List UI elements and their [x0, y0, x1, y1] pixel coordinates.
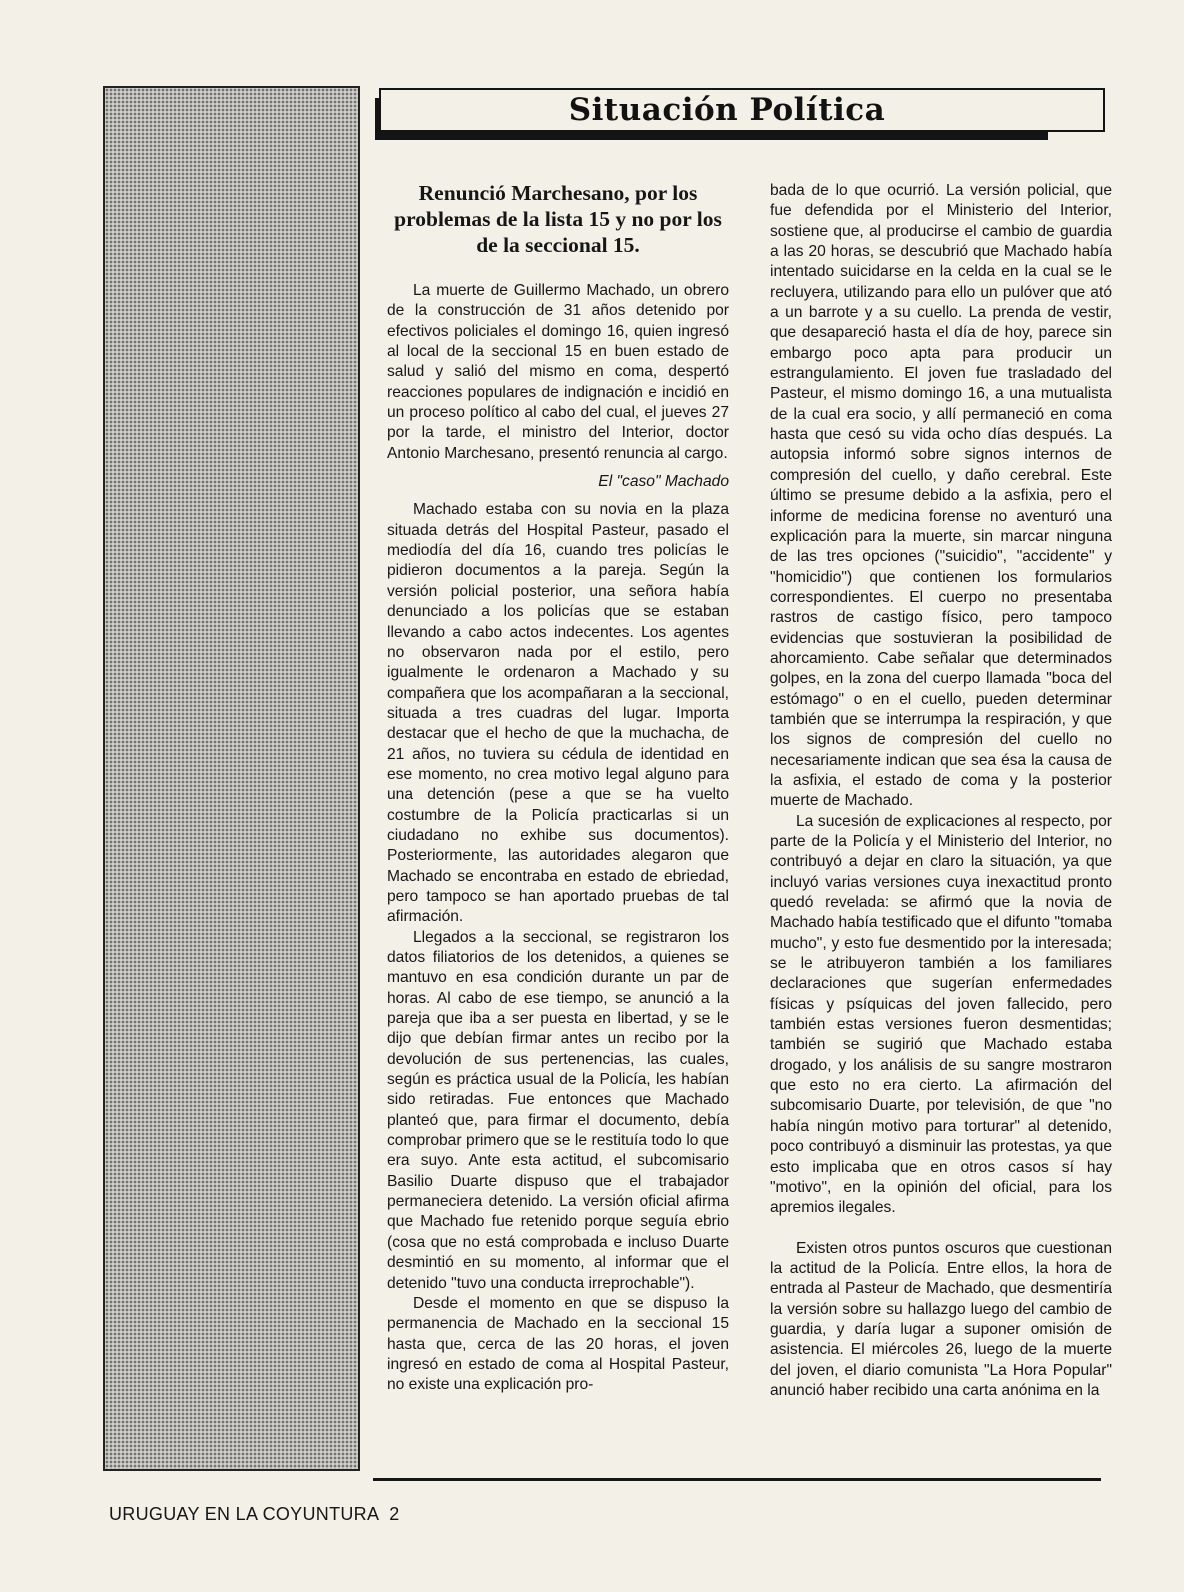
halftone-photo-panel	[103, 86, 360, 1471]
body-paragraph: bada de lo que ocurrió. La versión policial, que fue defendida por el Ministerio del Interior, sostiene que, al producirse el cambio de guardia a las 20 horas, se descubrió que Machado había intentado suicidarse en la celda en la cual se le recluyera, utilizando para ello un pulóver que ató a un barrote y a su cuello. La prenda de vestir, que desapareció hasta el día de hoy, parece sin embargo poco apta para producir un estrangulamiento. El joven fue trasladado del Pasteur, el mismo domingo 16, a una mutualista de la cual era socio, y allí permaneció en coma hasta que cesó su vida ocho días después. La autopsia informó sobre signos internos de compresión del cuello, y daño cerebral. Este último se presume debido a la asfixia, pero el informe de medicina forense no aventuró una explicación para la muerte, sin marcar ninguna de las tres opciones ("suicidio", "accidente" y "homicidio") que contienen los formularios correspondientes. El cuerpo no presentaba rastros de castigo físico, pero tampoco evidencias que sostuvieran la posibilidad de ahorcamiento. Cabe señalar que determinados golpes, en la zona del cuerpo llamada "boca del estómago" o en el cuello, pueden determinar también que se interrumpa la respiración, y que los signos de compresión del cuello no necesariamente indican que sea ésa la causa de la asfixia, el estado de coma y la posterior muerte de Machado.	[770, 182, 1112, 810]
publication-name: URUGUAY EN LA COYUNTURA	[109, 1504, 380, 1524]
page-number: 2	[389, 1504, 400, 1524]
section-header	[379, 88, 1105, 132]
article-column-left	[387, 281, 729, 1396]
article-subhead: El "caso" Machado	[598, 473, 729, 491]
intro-paragraph: La muerte de Guillermo Machado, un obrero de la construcción de 31 años detenido por efectivos policiales el domingo 16, quien ingresó al local de la seccional 15 en buen estado de salud y salió del mismo en coma, despertó reacciones populares de indignación e incidió en un proceso político al cabo del cual, el jueves 27 por la tarde, el ministro del Interior, doctor Antonio Marchesano, presentó renuncia al cargo.	[387, 282, 729, 462]
page-footer	[109, 1504, 400, 1525]
section-title: Situación Política	[568, 92, 886, 128]
bottom-rule	[373, 1478, 1101, 1481]
article-column-right	[770, 181, 1112, 1401]
body-paragraph: Existen otros puntos oscuros que cuestionan la actitud de la Policía. Entre ellos, la hora de entrada al Pasteur de Machado, que desmentiría la versión sobre su hallazgo luego del cambio de guardia, y daría lugar a suponer omisión de asistencia. El miércoles 26, luego de la muerte del joven, el diario comunista "La Hora Popular" anunció haber recibido una carta anónima en la	[770, 1239, 1112, 1399]
body-paragraph: Llegados a la seccional, se registraron los datos filiatorios de los detenidos, a quienes se mantuvo en esa condición durante un par de horas. Al cabo de ese tiempo, se anunció a la pareja que iba a ser puesta en libertad, y se le dijo que debían firmar antes un recibo por la devolución de sus pertenencias, las cuales, según es práctica usual de la Policía, les habían sido retiradas. Fue entonces que Machado planteó que, para firmar el documento, debía comprobar primero que se le restituía todo lo que era suyo. Ante esta actitud, el subcomisario Basilio Duarte dispuso que el trabajador permaneciera detenido. La versión oficial afirma que Machado fue retenido porque seguía ebrio (cosa que no está comprobada e incluso Duarte desmintió en su momento, al informar que el detenido "tuvo una conducta irreprochable").	[387, 928, 729, 1292]
body-paragraph: Desde el momento en que se dispuso la permanencia de Machado en la seccional 15 hasta que, cerca de las 20 horas, el joven ingresó en estado de coma al Hospital Pasteur, no existe una explicación pro-	[387, 1294, 729, 1394]
body-paragraph: Machado estaba con su novia en la plaza situada detrás del Hospital Pasteur, pasado el mediodía del día 16, cuando tres policías le pidieron documentos a la pareja. Según la versión policial posterior, una señora había denunciado a los policías que se estaban llevando a cabo actos indecentes. Los agentes no observaron nada por el estilo, pero igualmente le ordenaron a Machado y su compañera que los acompañaran a la seccional, situada a tres cuadras del lugar. Importa destacar que el hecho de que la muchacha, de 21 años, no tuviera su cédula de identidad en ese momento, no crea motivo legal alguno para una detención (pese a que se ha vuelto costumbre de la Policía practicarlas si un ciudadano no exhibe sus documentos). Posteriormente, las autoridades alegaron que Machado se encontraba en estado de ebriedad, pero tampoco se han aportado pruebas de tal afirmación.	[387, 501, 729, 926]
article-headline: Renunció Marchesano, por los problemas de la lista 15 y no por los de la seccional 15.	[394, 181, 722, 257]
body-paragraph: La sucesión de explicaciones al respecto, por parte de la Policía y el Ministerio del Interior, no contribuyó a dejar en claro la situación, ya que incluyó varias versiones cuya inexactitud pronto quedó revelada: se afirmó que la novia de Machado había testificado que el difunto "tomaba mucho", y esto fue desmentido por la interesada; se le atribuyeron también a los familiares declaraciones que sugerían enfermedades físicas y psíquicas del joven fallecido, pero también estas versiones fueron desmentidas; también se sugirió que Machado estaba drogado, y los análisis de su sangre mostraron que esto no era cierto. La afirmación del subcomisario Duarte, por televisión, de que "no había ningún motivo para torturar" al detenido, poco contribuyó a disminuir las protestas, ya que esto implicaba que en otros casos sí hay "motivo", en la opinión del oficial, para los apremios ilegales.	[770, 812, 1112, 1217]
